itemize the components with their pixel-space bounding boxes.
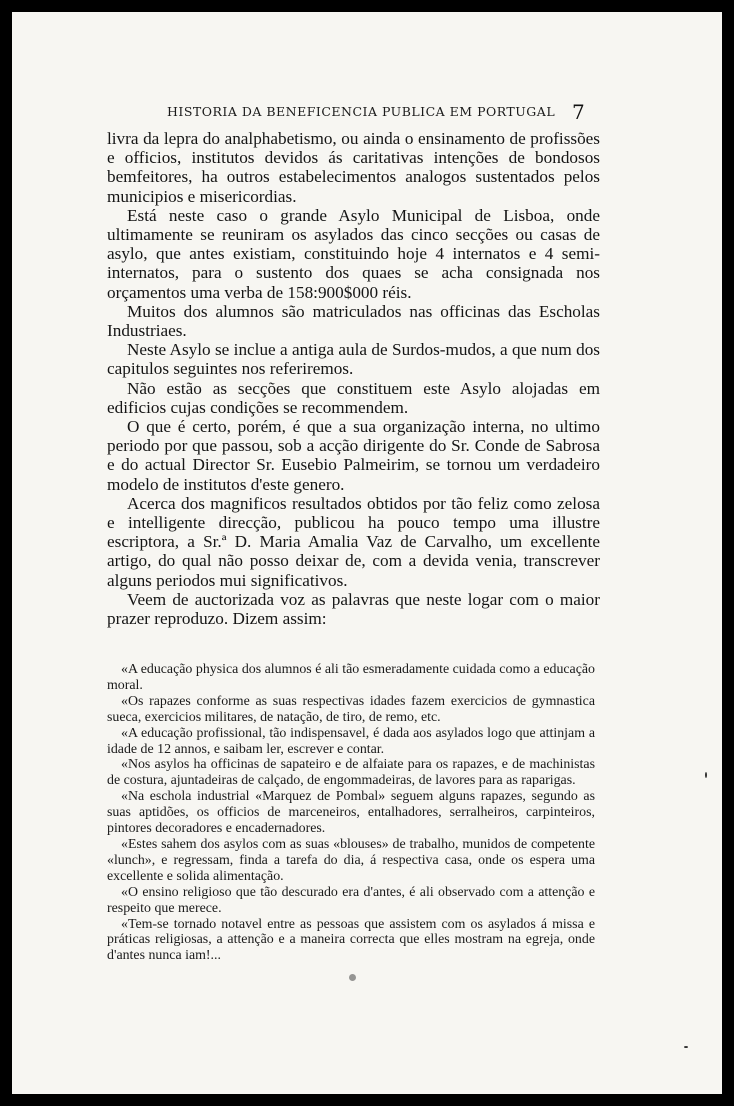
- quote-paragraph: «Estes sahem dos asylos com as suas «blouses» de trabalho, munidos de competente «lunch», e regressam, finda a tarefa do dia, á respectiva casa, onde os espera uma excellente e solida alimentação.: [107, 836, 595, 884]
- paragraph: Não estão as secções que constituem este Asylo alojadas em edificios cujas condições se recommendem.: [107, 378, 600, 417]
- quoted-passage: [107, 662, 595, 964]
- print-speck: [684, 1046, 688, 1048]
- quote-paragraph: «Os rapazes conforme as suas respectivas idades fazem exercicios de gymnastica sueca, exercicios militares, de natação, de tiro, de remo, etc.: [107, 693, 595, 725]
- main-text: [107, 129, 600, 628]
- quote-paragraph: «Nos asylos ha officinas de sapateiro e de alfaiate para os rapazes, e de machinistas de costura, ajuntadeiras de calçado, de engommadeiras, de lavores para as raparigas.: [107, 757, 595, 789]
- paragraph: Muitos dos alumnos são matriculados nas officinas das Escholas Industriaes.: [107, 301, 600, 341]
- paragraph: Neste Asylo se inclue a antiga aula de Surdos-mudos, a que num dos capitulos seguintes nos referiremos.: [107, 340, 600, 379]
- quote-paragraph: «O ensino religioso que tão descurado era d'antes, é ali observado com a attenção e respeito que merece.: [107, 884, 595, 916]
- quote-paragraph: «A educação profissional, tão indispensavel, é dada aos asylados logo que attinjam a idade de 12 annos, e saibam ler, escrever e contar.: [107, 725, 595, 757]
- quote-paragraph: «Tem-se tornado notavel entre as pessoas que assistem com os asylados á missa e práticas religiosas, a attenção e a maneira correcta que elles mostram na egreja, onde d'antes nunca iam!...: [107, 916, 595, 964]
- quote-paragraph: «A educação physica dos alumnos é ali tão esmeradamente cuidada como a educação moral.: [107, 662, 595, 693]
- print-speck: [705, 772, 707, 778]
- page-header: [12, 102, 722, 122]
- page-number: 7: [572, 100, 585, 124]
- print-speck: [349, 974, 356, 981]
- paragraph: livra da lepra do analphabetismo, ou ainda o ensinamento de profissões e officios, institutos devidos ás caritativas intenções de bondosos bemfeitores, ha outros estabelecimentos analogos sustentados pelos municipios e misericordias.: [107, 129, 600, 206]
- running-title: HISTORIA DA BENEFICENCIA PUBLICA EM PORTUGAL: [167, 104, 556, 119]
- book-page: [12, 12, 722, 1094]
- paragraph: Acerca dos magnificos resultados obtidos por tão feliz como zelosa e intelligente direcção, publicou ha pouco tempo uma illustre escriptora, a Sr.ª D. Maria Amalia Vaz de Carvalho, um excellente artigo, do qual não posso deixar de, com a devida venia, transcrever alguns periodos mui significativos.: [107, 493, 600, 590]
- quote-paragraph: «Na eschola industrial «Marquez de Pombal» seguem alguns rapazes, segundo as suas aptidões, os officios de marceneiros, entalhadores, serralheiros, carpinteiros, pintores decoradores e encadernadores.: [107, 789, 595, 837]
- paragraph: Está neste caso o grande Asylo Municipal de Lisboa, onde ultimamente se reuniram os asylados das cinco secções ou casas de asylo, que antes existiam, constituindo hoje 4 internatos e 4 semi-internatos, para o sustento dos quaes se acha consignada nos orçamentos uma verba de 158:900$000 réis.: [107, 205, 600, 302]
- paragraph: O que é certo, porém, é que a sua organização interna, no ultimo periodo por que passou, sob a acção dirigente do Sr. Conde de Sabrosa e do actual Director Sr. Eusebio Palmeirim, se tornou um verdadeiro modelo de institutos d'este genero.: [107, 417, 600, 494]
- paragraph: Veem de auctorizada voz as palavras que neste logar com o maior prazer reproduzo. Dizem assim:: [107, 589, 600, 629]
